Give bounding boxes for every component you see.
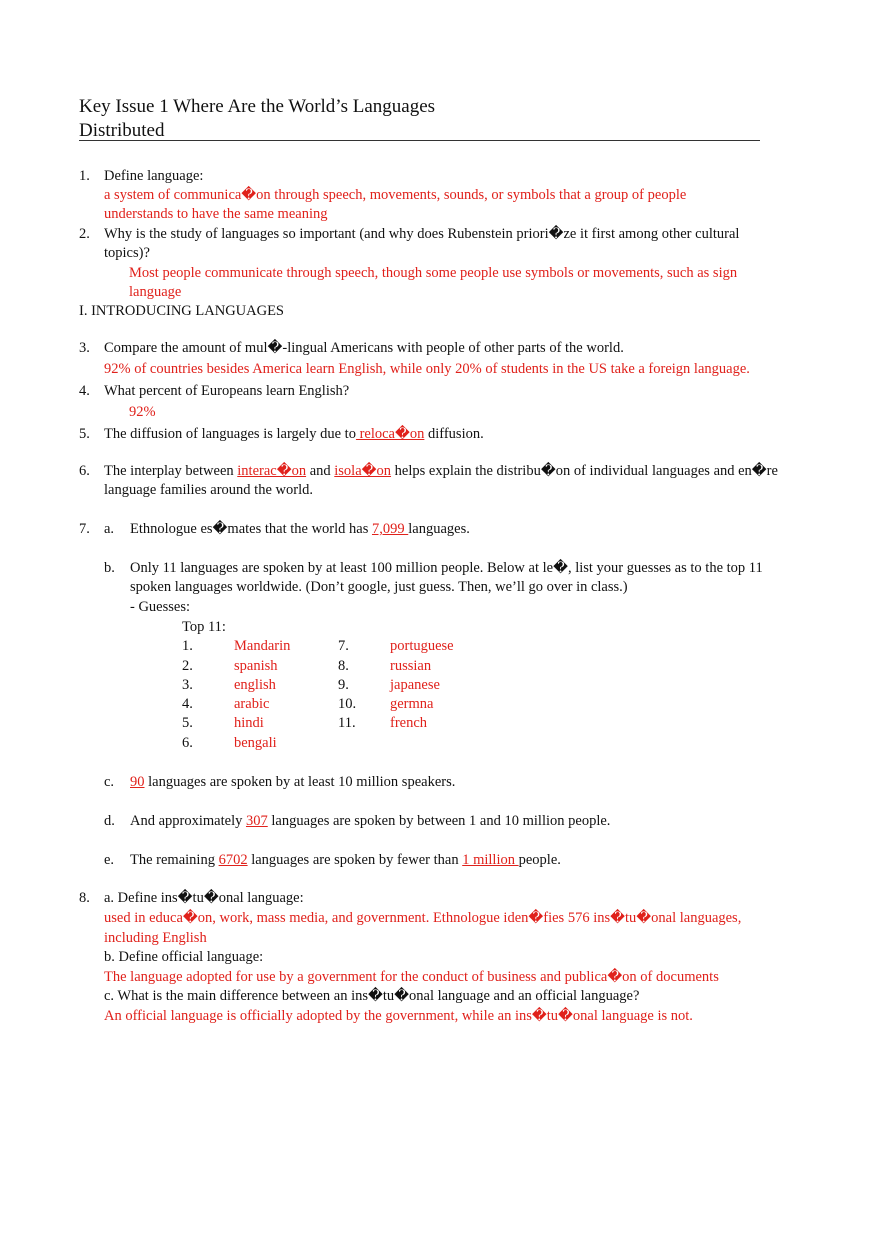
q7b-top-label: Top 11:: [182, 619, 226, 635]
list-item-language: bengali: [234, 735, 277, 751]
q1-answer-line2: understands to have the same meaning: [104, 206, 328, 222]
q5-number: 5.: [79, 426, 90, 442]
q7a-text-after: languages.: [408, 521, 470, 537]
q3-question: Compare the amount of mul�-lingual Americans with people of other parts of the world.: [104, 340, 624, 356]
list-item-number: 10.: [338, 696, 357, 712]
list-item-number: 11.: [338, 715, 356, 731]
q3-answer: 92% of countries besides America learn English, while only 20% of students in the US take a foreign language.: [104, 361, 750, 377]
q7d-blank-answer: 307: [245, 813, 268, 829]
list-item-language: spanish: [234, 658, 278, 674]
q8c-answer: An official language is officially adopted by the government, while an ins�tu�onal language is not.: [104, 1008, 693, 1024]
list-item-number: 8.: [338, 658, 349, 674]
q7e-text-mid: languages are spoken by fewer than: [247, 852, 463, 868]
q6-blank2-answer: isola�on: [334, 463, 392, 479]
list-item-language: Mandarin: [234, 638, 291, 654]
q1-question: Define language:: [104, 168, 204, 184]
list-item-language: hindi: [234, 715, 264, 731]
list-item-number: 3.: [182, 677, 193, 693]
q8a-answer-line2: including English: [104, 930, 207, 946]
list-item-language: portuguese: [390, 638, 454, 654]
q7e-text-after: people.: [518, 852, 561, 868]
q7b-text-line2: spoken languages worldwide. (Don’t google, just guess. Then, we’ll go over in class.): [130, 579, 628, 595]
q7b-letter: b.: [104, 560, 115, 576]
q7d-text-after: languages are spoken by between 1 and 10 million people.: [267, 813, 611, 829]
title-divider: [79, 140, 760, 141]
q8a-answer-line1: used in educa�on, work, mass media, and government. Ethnologue iden�fies 576 ins�tu�onal languages,: [104, 910, 742, 926]
q7e-blank1-answer: 6702: [218, 852, 248, 868]
q3-number: 3.: [79, 340, 90, 356]
q7c-text-after: languages are spoken by at least 10 million speakers.: [144, 774, 456, 790]
q8a-question: a. Define ins�tu�onal language:: [104, 890, 304, 906]
q4-number: 4.: [79, 383, 90, 399]
list-item-number: 2.: [182, 658, 193, 674]
q7-number: 7.: [79, 521, 90, 537]
list-item-number: 7.: [338, 638, 349, 654]
q5-blank-answer: reloca�on: [355, 426, 425, 442]
section-heading: I. INTRODUCING LANGUAGES: [79, 303, 284, 319]
document-title-line2: Distributed: [79, 120, 165, 141]
q2-question-line2: topics)?: [104, 245, 150, 261]
document-title-line1: Key Issue 1 Where Are the World’s Languages: [79, 96, 436, 117]
q7d-text-before: And approximately: [130, 813, 246, 829]
q7e-sentence: [130, 851, 561, 870]
list-item-language: japanese: [390, 677, 440, 693]
list-item-number: 4.: [182, 696, 193, 712]
list-item-number: 6.: [182, 735, 193, 751]
q7c-blank-answer: 90: [130, 774, 145, 790]
list-item-number: 9.: [338, 677, 349, 693]
q7d-sentence: [130, 812, 610, 831]
list-item-language: english: [234, 677, 276, 693]
q2-number: 2.: [79, 226, 90, 242]
q1-number: 1.: [79, 168, 90, 184]
q2-answer-line1: Most people communicate through speech, though some people use symbols or movements, such as sign: [129, 265, 738, 281]
q7c-letter: c.: [104, 774, 115, 790]
q6-sentence-line2: language families around the world.: [104, 482, 313, 498]
q5-text-before: The diffusion of languages is largely due to: [104, 426, 356, 442]
q8c-question: c. What is the main difference between an ins�tu�onal language and an official language?: [104, 988, 640, 1004]
q7e-text-before: The remaining: [130, 852, 219, 868]
q4-question: What percent of Europeans learn English?: [104, 383, 350, 399]
q7e-blank2-answer: 1 million: [462, 852, 519, 868]
q7b-guesses-label: - Guesses:: [130, 599, 191, 615]
q5-text-after: diffusion.: [424, 426, 484, 442]
q6-blank1-answer: interac�on: [237, 463, 307, 479]
q6-number: 6.: [79, 463, 90, 479]
q7a-sentence: [130, 520, 470, 539]
q2-answer-line2: language: [129, 284, 182, 300]
q7a-text-before: Ethnologue es�mates that the world has: [130, 521, 372, 537]
q2-question-line1: Why is the study of languages so important (and why does Rubenstein priori�ze it first among other cultural: [104, 226, 740, 242]
q7a-letter: a.: [104, 521, 115, 537]
q7d-letter: d.: [104, 813, 115, 829]
q8b-answer: The language adopted for use by a government for the conduct of business and publica�on of documents: [104, 969, 719, 985]
q5-sentence: [104, 425, 484, 444]
list-item-language: arabic: [234, 696, 270, 712]
q8-number: 8.: [79, 890, 90, 906]
list-item-language: french: [390, 715, 428, 731]
q7a-blank-answer: 7,099: [371, 521, 409, 537]
list-item-number: 5.: [182, 715, 193, 731]
q7e-letter: e.: [104, 852, 115, 868]
q6-text-c: helps explain the distribu�on of individual languages and en�re: [391, 463, 778, 479]
q6-text-b: and: [306, 463, 335, 479]
q8b-question: b. Define official language:: [104, 949, 264, 965]
q1-answer-line1: a system of communica�on through speech, movements, sounds, or symbols that a group of people: [104, 187, 687, 203]
q6-sentence-line1: [104, 462, 778, 481]
list-item-language: germna: [390, 696, 434, 712]
q7b-text-line1: Only 11 languages are spoken by at least 100 million people. Below at le�, list your guesses as to the top 11: [130, 560, 763, 576]
q4-answer: 92%: [129, 404, 156, 420]
list-item-number: 1.: [182, 638, 193, 654]
q7c-sentence: [130, 773, 455, 792]
q6-text-a: The interplay between: [104, 463, 238, 479]
list-item-language: russian: [390, 658, 432, 674]
